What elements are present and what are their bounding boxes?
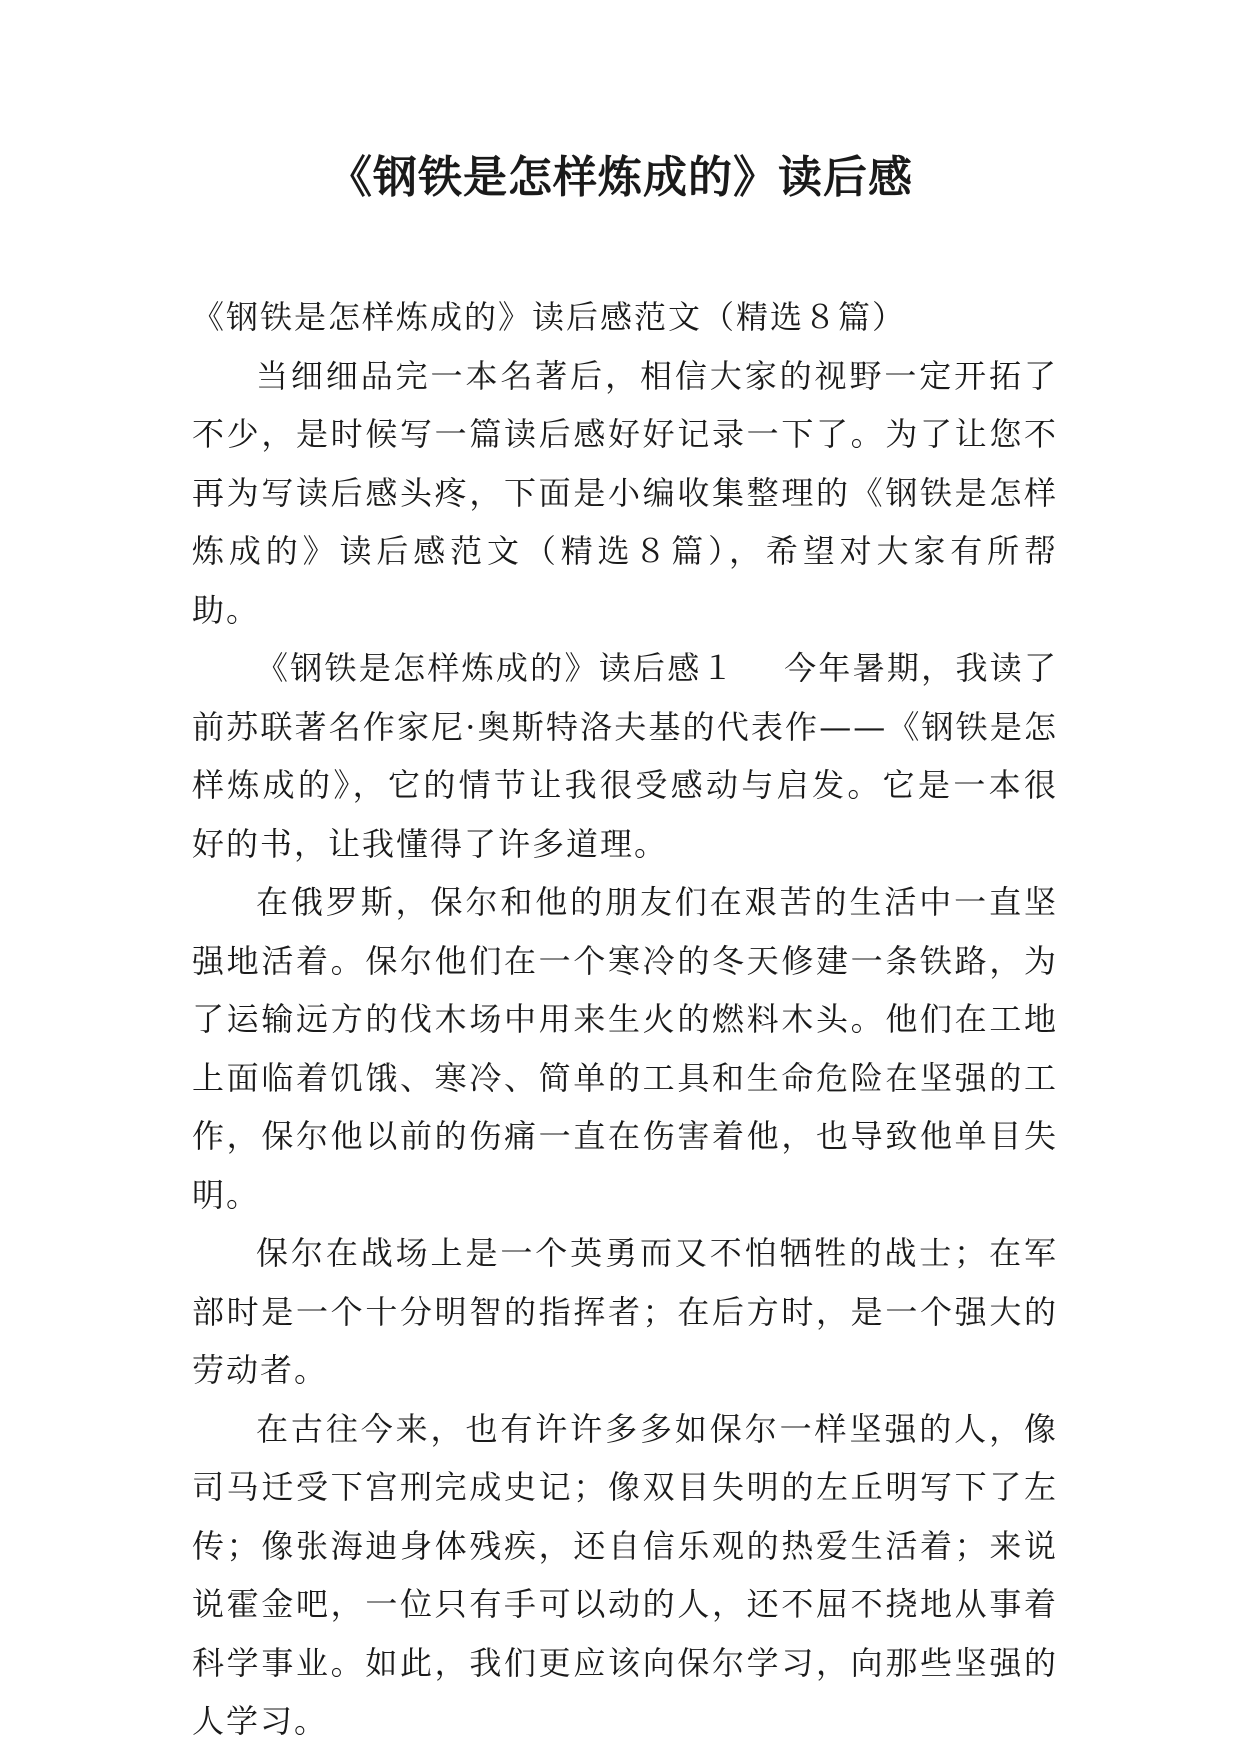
essay-1-heading: 《钢铁是怎样炼成的》读后感１ [256, 649, 736, 687]
essay-1-paragraph-1: 今年暑期，我读了前苏联著名作家尼·奥斯特洛夫基的代表作——《钢铁是怎样炼成的》，它的情节让我很受感动与启发。它是一本很好的书，让我懂得了许多道理。 [192, 649, 1058, 863]
essay-1-first-paragraph [192, 639, 1058, 873]
document-body [192, 288, 1058, 1751]
essay-1-paragraph-4: 在古往今来，也有许许多多如保尔一样坚强的人，像司马迁受下宫刑完成史记；像双目失明的左丘明写下了左传；像张海迪身体残疾，还自信乐观的热爱生活着；来说说霍金吧，一位只有手可以动的人，还不屈不挠地从事着科学事业。如此，我们更应该向保尔学习，向那些坚强的人学习。 [192, 1409, 1058, 1740]
intro-paragraph: 当细细品完一本名著后，相信大家的视野一定开拓了不少，是时候写一篇读后感好好记录一下了。为了让您不再为写读后感头疼，下面是小编收集整理的《钢铁是怎样炼成的》读后感范文（精选８篇），希望对大家有所帮助。 [192, 356, 1058, 629]
essay-1-paragraph-2: 在俄罗斯，保尔和他的朋友们在艰苦的生活中一直坚强地活着。保尔他们在一个寒冷的冬天修建一条铁路，为了运输远方的伐木场中用来生火的燃料木头。他们在工地上面临着饥饿、寒冷、简单的工具和生命危险在坚强的工作，保尔他以前的伤痛一直在伤害着他，也导致他单目失明。 [192, 883, 1058, 1214]
document-title: 《钢铁是怎样炼成的》读后感 [328, 152, 913, 203]
document-subtitle: 《钢铁是怎样炼成的》读后感范文（精选８篇） [192, 298, 907, 336]
essay-1-paragraph-3: 保尔在战场上是一个英勇而又不怕牺牲的战士；在军部时是一个十分明智的指挥者；在后方时，是一个强大的劳动者。 [192, 1234, 1058, 1389]
